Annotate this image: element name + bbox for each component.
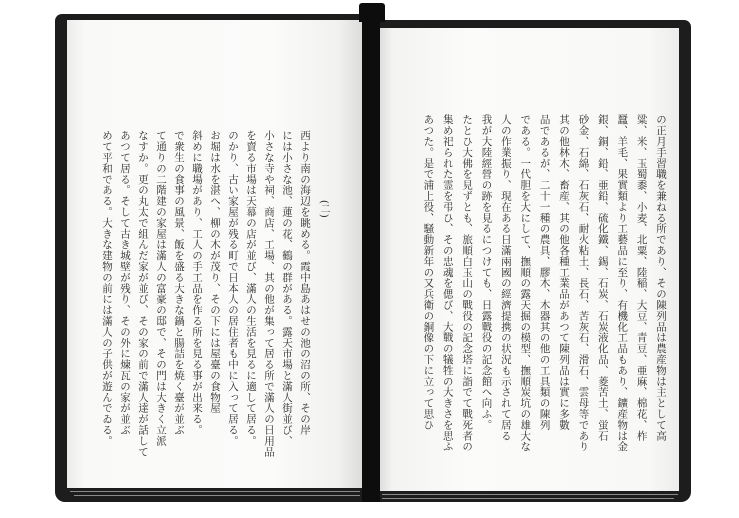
spine-tab bbox=[359, 3, 385, 22]
text-column: 斜めに職場があり、工人の手工品を作る所を見る事が出来る。 bbox=[191, 130, 203, 436]
text-column: である。一代胆を大にして、撫順の露天掘の模型、撫順炭坑の雄大な bbox=[519, 114, 532, 452]
text-column: 集め祀られた霊を弔ひ、その忠魂を偲び、大戰の犠牲の大きさを思ふ bbox=[441, 114, 454, 452]
text-column: 品であるが、二十一種の農具、膠木、木器其の他の工具類の陳列 bbox=[538, 114, 551, 431]
text-column: のかり、古い家屋が残る町で日本人の居住者も中に入って居る。 bbox=[227, 130, 239, 447]
section-number: (二) bbox=[318, 200, 329, 218]
page-stack-edge bbox=[70, 491, 360, 492]
notebook-spine bbox=[362, 14, 380, 502]
text-column: 粱、米、玉蜀黍、小麦、北粟、陸稲、大豆、青豆、亜麻、棉花、柞 bbox=[635, 114, 648, 441]
text-column: 銀、銅、鉛、亜鉛、硫化鐵、錫、石炭、石炭液化品、菱苦土、蛍石 bbox=[596, 114, 609, 441]
text-column: を賣る市場は天幕の店が並び、滿人の生活を見るに適して居る。 bbox=[245, 130, 257, 447]
text-column: の正月手習職を兼ねる所であり、その陳列品は農産物は主として高 bbox=[655, 114, 667, 441]
text-column: お堀は水を湛へ、柳の木が茂り、その下には屋臺の食物屋 bbox=[209, 130, 221, 414]
text-column: 人の作業振り、現在ある日滿兩國の經濟提携の状況も示されて居る bbox=[499, 114, 512, 441]
text-column: には小さな池、蓮の花、鶴の群がある。露天市場と滿人街並び、 bbox=[281, 130, 293, 447]
text-column: 砂金、石綿、石灰石、耐火粘土、長石、苦灰石、滑石、雲母等であり bbox=[577, 114, 590, 452]
left-page-text bbox=[98, 130, 314, 460]
text-column: て通りの二階建の家屋は滿人の富豪の邸で、その門は大きく立派 bbox=[155, 130, 167, 447]
page-stack-edge bbox=[74, 495, 360, 496]
page-stack-edge bbox=[382, 498, 674, 499]
page-stack-edge bbox=[382, 494, 678, 495]
text-column: なすか。更の丸太で組んだ家が並び、その家の前で滿人達が話して bbox=[137, 130, 149, 457]
text-column: 西より南の海辺を眺める。霞中島あはせの池の沼の所、その岸 bbox=[299, 130, 311, 436]
text-column: あつた。是で浦上役、騒動新年の又兵衛の銅像の下に立って思ひ bbox=[422, 114, 435, 431]
text-column: で衆生の食事の風景、飯を盛る大きな鍋と腸詰を焼く臺が並ぶ bbox=[173, 130, 185, 436]
text-column: 我が大陸經營の跡を見るにつけても、日露戰役の記念館へ向ふ。 bbox=[480, 114, 493, 431]
text-column: あつて居る。そして古き城壁が残り、その外に煉瓦の家が並ぶ bbox=[119, 130, 131, 436]
text-column: めて平和である。大きな建物の前には滿人の子供が遊んでゐる。 bbox=[101, 130, 113, 447]
text-column: 小さな寺や祠、商店、工場、其の他が集って居る所で滿人の日用品 bbox=[263, 130, 275, 457]
text-column: たとひ大佛を見ずとも、旅順白玉山の戰役の記念塔に詣でて戰死者の bbox=[461, 114, 474, 452]
right-page-text bbox=[418, 114, 670, 459]
text-column: 蠶、羊毛、果實類より工藝品に至り、有機化工品もあり、鑛産物は金 bbox=[616, 114, 629, 452]
text-column: 其の他林木、畜産、其の他各種工業品があつて陳列品は實に多數 bbox=[558, 114, 571, 431]
